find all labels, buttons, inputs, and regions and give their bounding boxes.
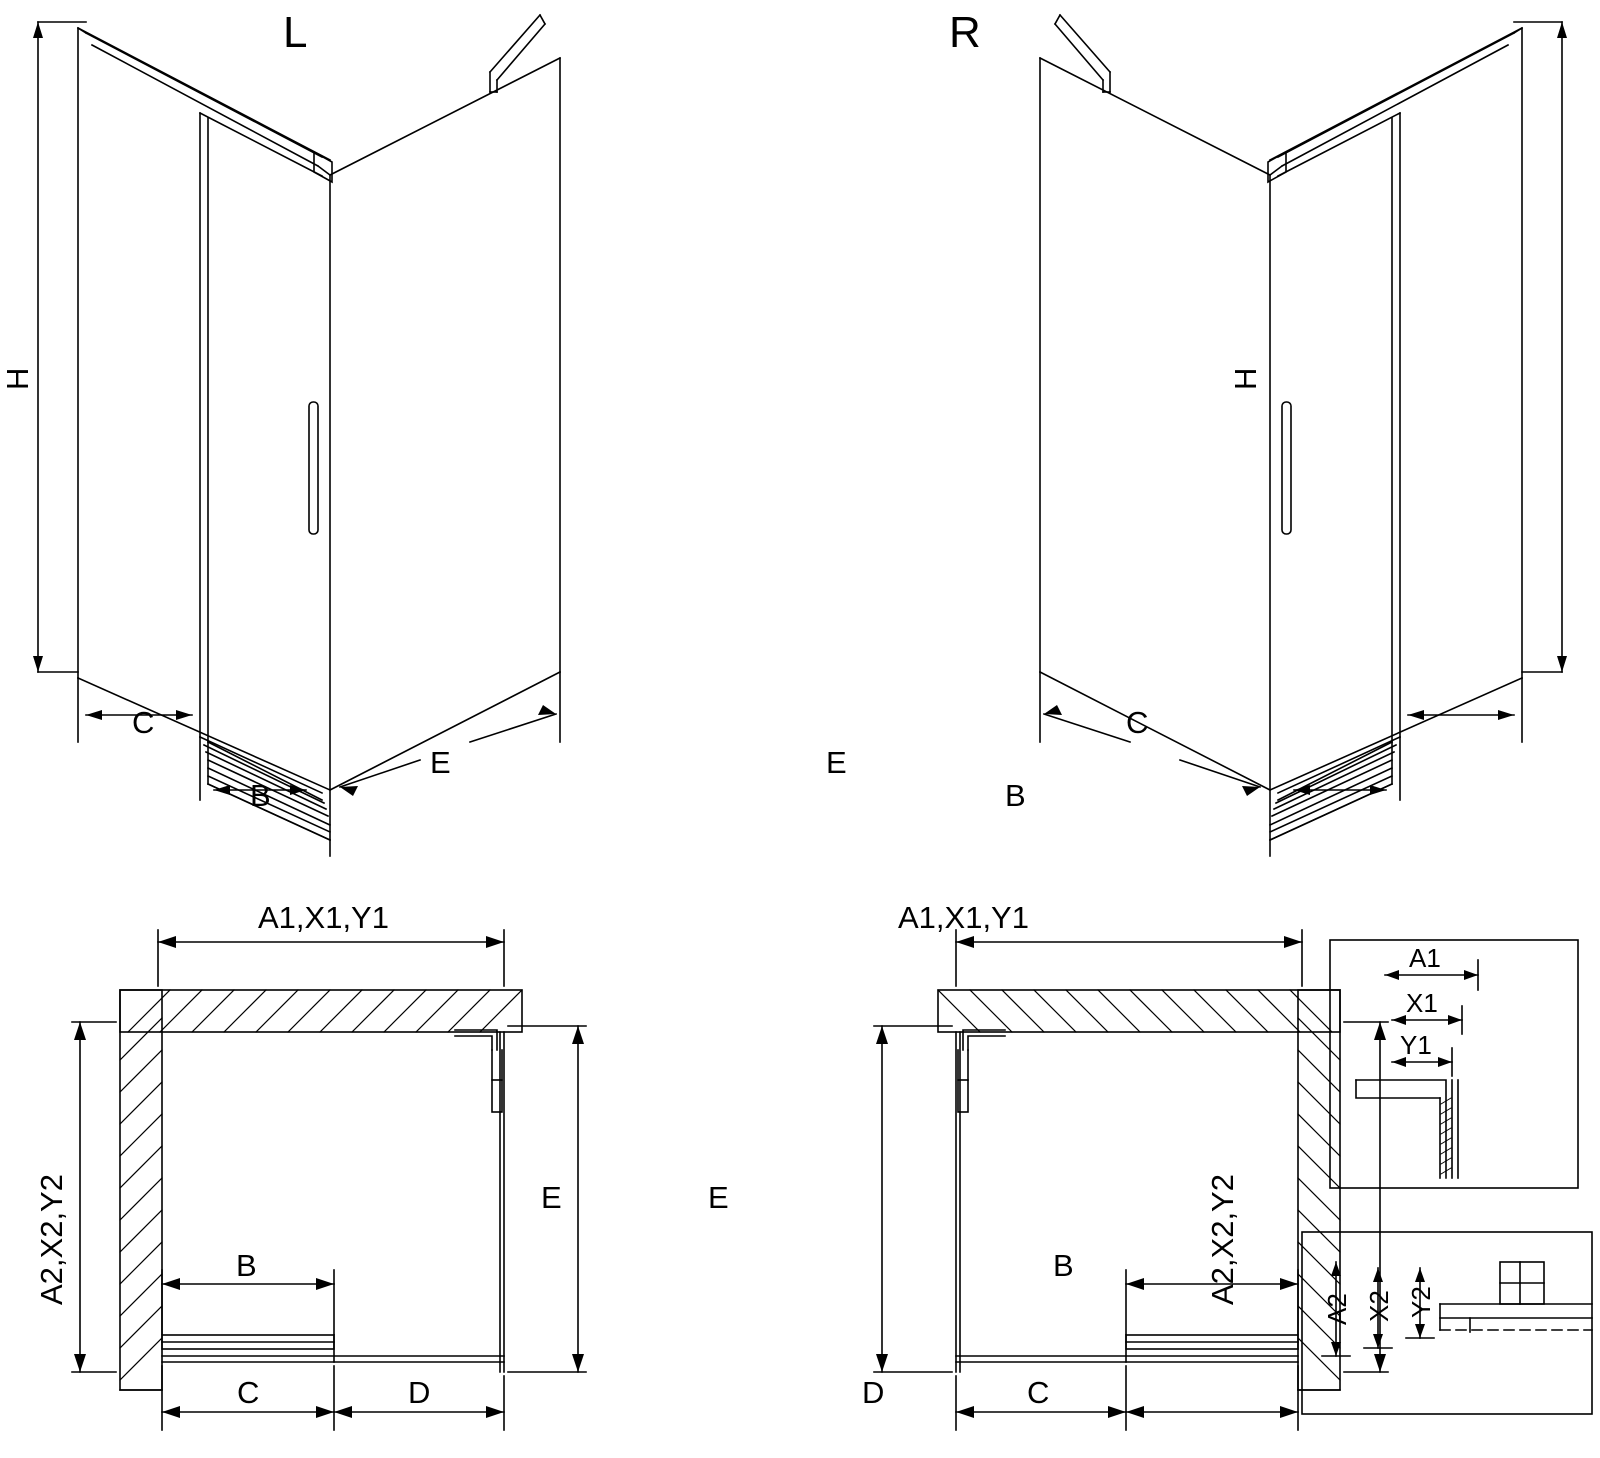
iso-right-dim-c: C <box>1126 705 1149 740</box>
iso-left-dim-h: H <box>0 367 35 390</box>
iso-left-dim-b: B <box>250 778 271 813</box>
detail-bottom-dim-a2: A2 <box>1322 1293 1352 1325</box>
detail-top-dim-x1: X1 <box>1406 988 1438 1018</box>
plan-right-dim-e: E <box>708 1180 729 1215</box>
detail-bottom-dim-y2: Y2 <box>1406 1286 1436 1318</box>
plan-left-view <box>72 930 586 1430</box>
plan-right-dim-b: B <box>1053 1248 1074 1283</box>
plan-right-dim-d: D <box>862 1375 885 1410</box>
plan-left-dim-e: E <box>541 1180 562 1215</box>
detail-top-view <box>1330 940 1578 1188</box>
iso-left-dim-e: E <box>430 745 451 780</box>
iso-left-view <box>33 15 560 856</box>
plan-right-dim-a1x1y1: A1,X1,Y1 <box>898 900 1029 935</box>
plan-left-dim-a1x1y1: A1,X1,Y1 <box>258 900 389 935</box>
iso-right-view <box>1040 15 1567 856</box>
plan-left-dim-c: C <box>237 1375 260 1410</box>
iso-right-title: R <box>949 8 981 57</box>
plan-left-dim-d: D <box>408 1375 431 1410</box>
plan-right-dim-c: C <box>1027 1375 1050 1410</box>
detail-top-dim-y1: Y1 <box>1400 1030 1432 1060</box>
detail-top-dim-a1: A1 <box>1409 943 1441 973</box>
plan-right-dim-a2x2y2: A2,X2,Y2 <box>1205 1174 1240 1305</box>
plan-right-view <box>874 930 1388 1430</box>
detail-bottom-dim-x2: X2 <box>1364 1290 1394 1322</box>
iso-left-dim-c: C <box>132 705 155 740</box>
iso-right-dim-h: H <box>1228 367 1263 390</box>
iso-right-dim-b: B <box>1005 778 1026 813</box>
plan-left-dim-a2x2y2: A2,X2,Y2 <box>34 1174 69 1305</box>
iso-left-title: L <box>283 8 308 57</box>
iso-right-dim-e: E <box>826 745 847 780</box>
plan-left-dim-b: B <box>236 1248 257 1283</box>
